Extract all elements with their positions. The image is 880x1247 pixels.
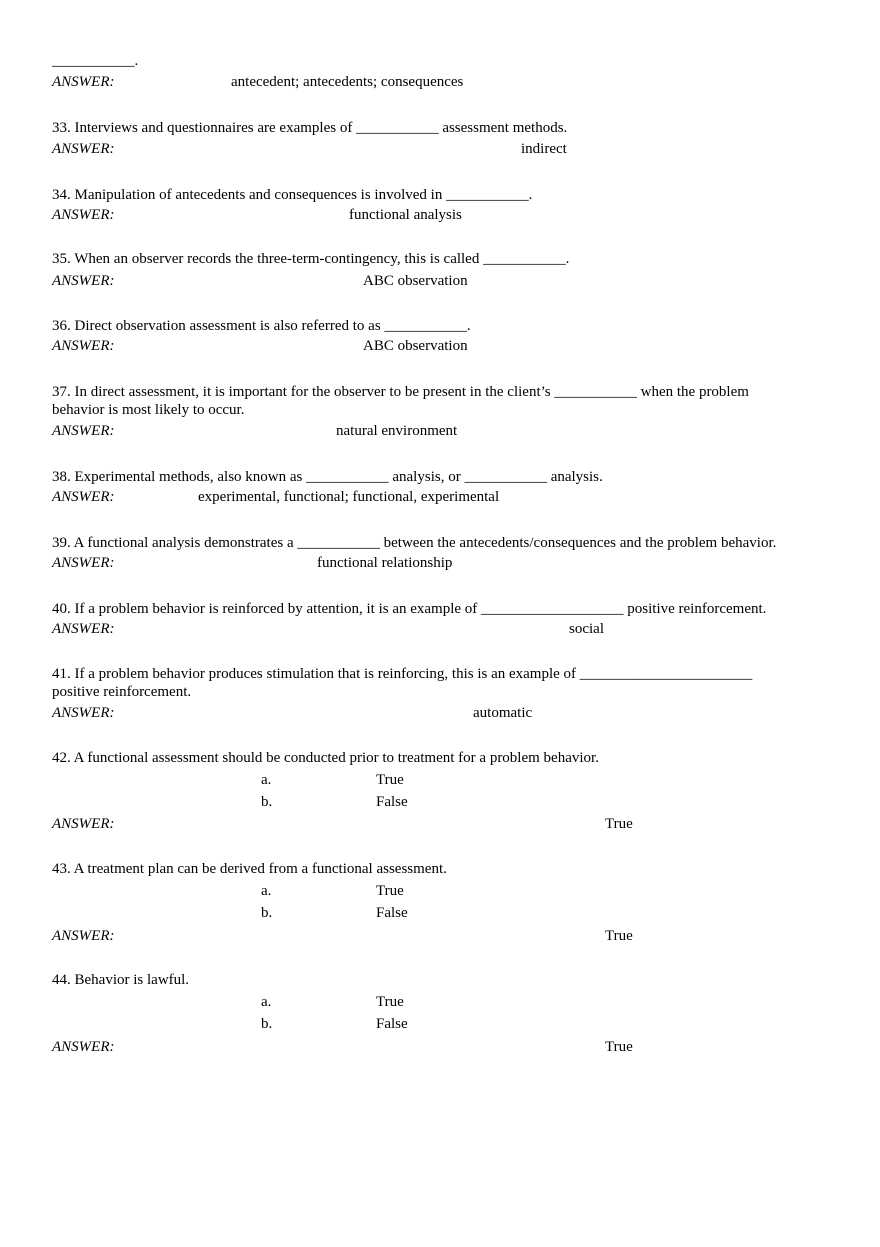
q33-answer-label: ANSWER: [52, 141, 115, 157]
q35-answer: ABC observation [363, 273, 468, 289]
q44-option-b: False [376, 1016, 408, 1032]
q43-option-a-letter: a. [261, 883, 272, 899]
q42-question: 42. A functional assessment should be conducted prior to treatment for a problem behavior. [52, 750, 599, 766]
q42-option-a-letter: a. [261, 772, 272, 788]
q34-answer-label: ANSWER: [52, 207, 115, 223]
q43-question: 43. A treatment plan can be derived from a functional assessment. [52, 861, 447, 877]
q40-answer: social [569, 621, 604, 637]
q35-question: 35. When an observer records the three-term-contingency, this is called ___________. [52, 251, 570, 267]
q43-option-b-letter: b. [261, 905, 273, 921]
q43-option-a: True [376, 883, 404, 899]
q40-answer-label: ANSWER: [52, 621, 115, 637]
q36-question: 36. Direct observation assessment is also referred to as ___________. [52, 318, 471, 334]
q41-answer-label: ANSWER: [52, 705, 115, 721]
q36-answer-label: ANSWER: [52, 338, 115, 354]
q35-answer-label: ANSWER: [52, 273, 115, 289]
q42-option-a: True [376, 772, 404, 788]
q33-question: 33. Interviews and questionnaires are examples of ___________ assessment methods. [52, 120, 568, 136]
q42-option-b: False [376, 794, 408, 810]
q37-question-line2: behavior is most likely to occur. [52, 402, 245, 418]
q39-question: 39. A functional analysis demonstrates a ___________ between the antecedents/consequences and the problem behavior. [52, 535, 777, 551]
q44-option-a-letter: a. [261, 994, 272, 1010]
q39-answer-label: ANSWER: [52, 555, 115, 571]
q41-question-line1: 41. If a problem behavior produces stimulation that is reinforcing, this is an example of _______________________ [52, 666, 753, 682]
q40-question: 40. If a problem behavior is reinforced by attention, it is an example of ___________________ positive reinforcement. [52, 601, 767, 617]
q38-question: 38. Experimental methods, also known as ___________ analysis, or ___________ analysis. [52, 469, 603, 485]
q34-answer: functional analysis [349, 207, 462, 223]
q41-question-line2: positive reinforcement. [52, 684, 192, 700]
q43-option-b: False [376, 905, 408, 921]
q38-answer: experimental, functional; functional, experimental [198, 489, 500, 505]
q38-answer-label: ANSWER: [52, 489, 115, 505]
q44-option-b-letter: b. [261, 1016, 273, 1032]
q42-answer-label: ANSWER: [52, 816, 115, 832]
q44-question: 44. Behavior is lawful. [52, 972, 190, 988]
q32-blank-tail: ___________. [52, 53, 139, 69]
q37-answer-label: ANSWER: [52, 423, 115, 439]
q37-answer: natural environment [336, 423, 458, 439]
q44-answer: True [605, 1039, 633, 1055]
q36-answer: ABC observation [363, 338, 468, 354]
q32-answer-label: ANSWER: [52, 74, 115, 90]
q43-answer-label: ANSWER: [52, 928, 115, 944]
q41-answer: automatic [473, 705, 533, 721]
q44-option-a: True [376, 994, 404, 1010]
q42-option-b-letter: b. [261, 794, 273, 810]
q44-answer-label: ANSWER: [52, 1039, 115, 1055]
q34-question: 34. Manipulation of antecedents and consequences is involved in ___________. [52, 187, 533, 203]
q37-question-line1: 37. In direct assessment, it is important for the observer to be present in the client’s ___________ when the problem [52, 384, 749, 400]
q32-answer: antecedent; antecedents; consequences [231, 74, 464, 90]
q33-answer: indirect [521, 141, 567, 157]
q42-answer: True [605, 816, 633, 832]
q43-answer: True [605, 928, 633, 944]
q39-answer: functional relationship [317, 555, 453, 571]
